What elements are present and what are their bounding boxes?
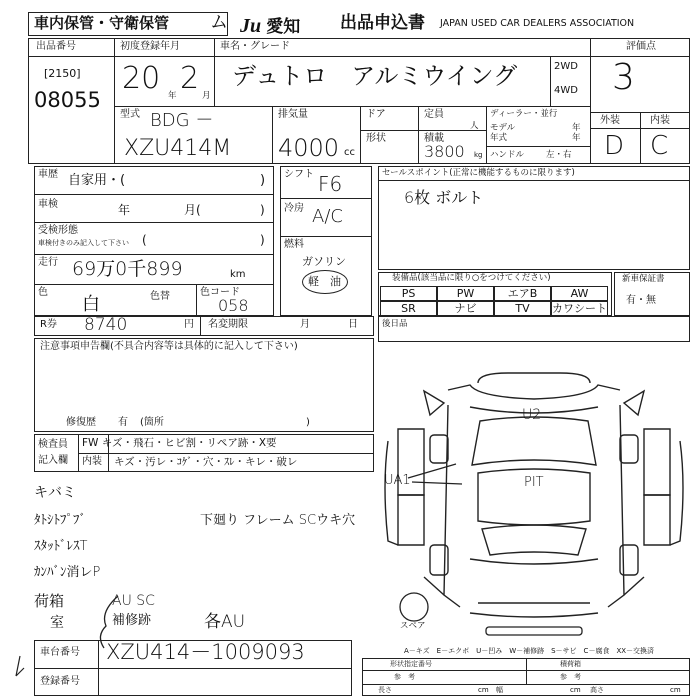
lot-number: 08055 xyxy=(34,88,101,112)
name-change-month: 月 xyxy=(300,319,310,330)
registration-month-unit: 月 xyxy=(202,91,211,101)
region-text: 愛知 xyxy=(266,17,301,37)
chassis-label: 車台番号 xyxy=(40,647,80,658)
ac-label: 冷房 xyxy=(284,203,304,214)
accept-open: ( xyxy=(142,233,147,247)
displacement-value: 4000 xyxy=(278,134,340,162)
legend-cm-3: cm xyxy=(670,686,681,694)
handle-label: ハンドル xyxy=(490,150,525,160)
model-year-label: モデル xyxy=(490,123,516,133)
capacity-label: 定員 xyxy=(424,109,444,120)
legend-ref-1: 参 考 xyxy=(394,673,415,681)
equipment-item: エアB xyxy=(494,286,551,301)
warranty-options: 有・無 xyxy=(626,295,656,306)
mark-u2: U2 xyxy=(522,407,542,423)
door-label: ドア xyxy=(366,109,386,120)
sales-point-label: セールスポイント(正常に機能するものに限ります) xyxy=(382,168,575,178)
shift-label: シフト xyxy=(284,169,314,180)
grade-label: 評価点 xyxy=(626,41,656,52)
inspector-row2: キズ・汚レ・ｺｹﾞ・穴・ｽﾚ・キレ・破レ xyxy=(114,456,298,468)
history-label: 車歴 xyxy=(38,169,58,180)
registration-year-unit: 年 xyxy=(168,91,177,101)
note-kanban: ｶﾝﾊﾞﾝ消レP xyxy=(34,565,101,580)
legend-cm-2: cm xyxy=(570,686,581,694)
name-change-day: 日 xyxy=(348,319,358,330)
sales-point-value: 6枚 ボルト xyxy=(404,188,484,207)
displacement-unit: cc xyxy=(344,147,355,158)
legend-length: 長さ xyxy=(378,686,392,694)
legend-height: 高さ xyxy=(590,686,604,694)
mileage-value: 69万0千899 xyxy=(72,258,183,280)
note-kibami: キバミ xyxy=(34,485,76,501)
equipment-item: SR xyxy=(380,301,437,316)
fuel-diesel-circle xyxy=(302,270,348,294)
rear-items-label: 後日品 xyxy=(382,319,408,329)
mark-ua1: UA1 xyxy=(384,473,411,488)
notes-label: 注意事項申告欄(不具合内容等は具体的に記入して下さい) xyxy=(40,341,298,352)
inspection-close: ) xyxy=(260,203,265,217)
registration-label: 初度登録年月 xyxy=(120,41,180,52)
registration-month: 2 xyxy=(180,61,200,96)
association-name: JAPAN USED CAR DEALERS ASSOCIATION xyxy=(440,18,635,29)
recycle-label: R券 xyxy=(40,319,57,330)
shift-value: F6 xyxy=(318,172,343,196)
drive-4wd: 4WD xyxy=(554,85,578,96)
model-label: 型式 xyxy=(120,109,140,120)
legend-cm-1: cm xyxy=(478,686,489,694)
mileage-unit: km xyxy=(230,269,246,280)
chassis-value: XZU414－1009093 xyxy=(106,640,305,664)
note-each-au: 各AU xyxy=(204,612,246,632)
note-frame: 下廻り フレーム SCウキ穴 xyxy=(200,513,356,528)
dealer-label: ディーラー・並行 xyxy=(490,109,558,119)
equipment-item: PS xyxy=(380,286,437,301)
shape-label: 形状 xyxy=(366,133,386,144)
legend-width: 幅 xyxy=(496,686,503,694)
inspection-label: 車検 xyxy=(38,199,58,210)
interior-label: 内装 xyxy=(650,115,670,126)
car-name-value: デュトロ アルミウイング xyxy=(232,62,518,90)
storage-label: 車内保管・守衛保管 xyxy=(34,14,170,32)
mileage-label: 走行 xyxy=(38,257,58,268)
history-close: ) xyxy=(260,173,266,188)
handle-options: 左・右 xyxy=(546,150,572,160)
color-code-value: 058 xyxy=(218,296,249,315)
color-change-label: 色替 xyxy=(150,291,170,302)
equipment-item: AW xyxy=(551,286,608,301)
note-tatoshito: ﾀﾄｼﾄﾌﾟﾌﾞ xyxy=(34,513,86,528)
storage-mark: ム xyxy=(210,12,228,33)
load-unit: kg xyxy=(474,151,483,159)
spare-label: スペア xyxy=(400,621,426,631)
accept-close: ) xyxy=(260,233,265,247)
inspector-label-2: 記入欄 xyxy=(38,455,68,466)
fuel-diesel: 軽 油 xyxy=(308,275,341,288)
equipment-label: 装備品(該当品に限り○をつけてください) xyxy=(392,273,551,283)
car-name-label: 車名・グレード xyxy=(220,41,290,52)
drive-2wd: 2WD xyxy=(554,61,578,72)
sales-frame xyxy=(378,166,690,270)
inspector-row2-tag: 内装 xyxy=(82,456,102,467)
repair-label: 修復歴 xyxy=(66,417,96,428)
color-label: 色 xyxy=(38,287,48,298)
year-style-label: 年式 xyxy=(490,133,508,143)
reg-number-label: 登録番号 xyxy=(40,676,80,687)
exterior-label: 外装 xyxy=(600,115,620,126)
note-repair: 補修跡 xyxy=(112,613,152,628)
color-value: 白 xyxy=(82,294,100,315)
equipment-item: ナビ xyxy=(437,301,494,316)
note-nibako: 荷箱 xyxy=(34,592,65,610)
model-value-2: XZU414M xyxy=(124,136,232,161)
accept-note: 車検付きのみ記入して下さい xyxy=(38,239,129,247)
exterior-value: D xyxy=(604,131,625,161)
repair-close: ) xyxy=(306,417,310,428)
inspector-row1: FW キズ・飛石・ヒビ割・リペア跡・X要 xyxy=(82,437,277,449)
note-shitsu: 室 xyxy=(50,615,64,631)
legend-line-1: A－キズ E－エクボ U－凹み W－補修跡 S－サビ C－腐食 XX－交換済 xyxy=(404,647,655,655)
ju-logo xyxy=(240,12,300,38)
mark-pit: PIT xyxy=(524,475,544,490)
inspection-year: 年 xyxy=(118,203,131,217)
year-style-unit: 年 xyxy=(572,133,581,143)
form-title: 出品申込書 xyxy=(340,13,425,33)
equipment-item: TV xyxy=(494,301,551,316)
color-code-label: 色コード xyxy=(200,287,240,298)
fuel-label: 燃料 xyxy=(284,239,304,250)
lot-code: [2150] xyxy=(44,67,81,80)
ju-logo-text: Ju xyxy=(240,15,262,37)
capacity-unit: 人 xyxy=(470,121,479,131)
accept-label: 受検形態 xyxy=(38,225,78,236)
load-value: 3800 xyxy=(424,142,465,161)
equipment-item: カワシート xyxy=(552,302,607,315)
warranty-label: 新車保証書 xyxy=(622,274,665,284)
model-year-unit: 年 xyxy=(572,123,581,133)
equipment-item: PW xyxy=(437,286,494,301)
repair-place: (箇所 xyxy=(140,417,164,428)
recycle-unit: 円 xyxy=(184,319,194,330)
lot-label: 出品番号 xyxy=(36,41,76,52)
name-change-label: 名変期限 xyxy=(208,319,248,330)
interior-value: C xyxy=(650,131,669,161)
note-studless: ｽﾀｯﾄﾞﾚｽT xyxy=(34,539,88,554)
history-value: 自家用・( xyxy=(68,173,126,188)
inspector-label-1: 検査員 xyxy=(38,439,68,450)
rear-items-frame xyxy=(378,316,690,342)
note-ausc: AU SC xyxy=(112,593,155,609)
recycle-value: 8740 xyxy=(84,315,128,335)
model-value-1: BDG － xyxy=(150,110,214,131)
legend-cargo: 積荷箱 xyxy=(560,660,581,668)
repair-value: 有 xyxy=(118,417,128,428)
pencil-mark xyxy=(12,654,28,678)
displacement-label: 排気量 xyxy=(278,109,308,120)
registration-year: 20 xyxy=(122,61,161,96)
load-label: 積載 xyxy=(424,133,444,144)
inspection-month: 月( xyxy=(184,203,201,217)
legend-ref-2: 参 考 xyxy=(560,673,581,681)
legend-shape-no: 形状指定番号 xyxy=(390,660,432,668)
fuel-options: ガソリン xyxy=(302,255,346,268)
grade-value: 3 xyxy=(612,57,635,98)
ac-value: A/C xyxy=(312,206,343,227)
ua1-pointer xyxy=(406,460,466,500)
